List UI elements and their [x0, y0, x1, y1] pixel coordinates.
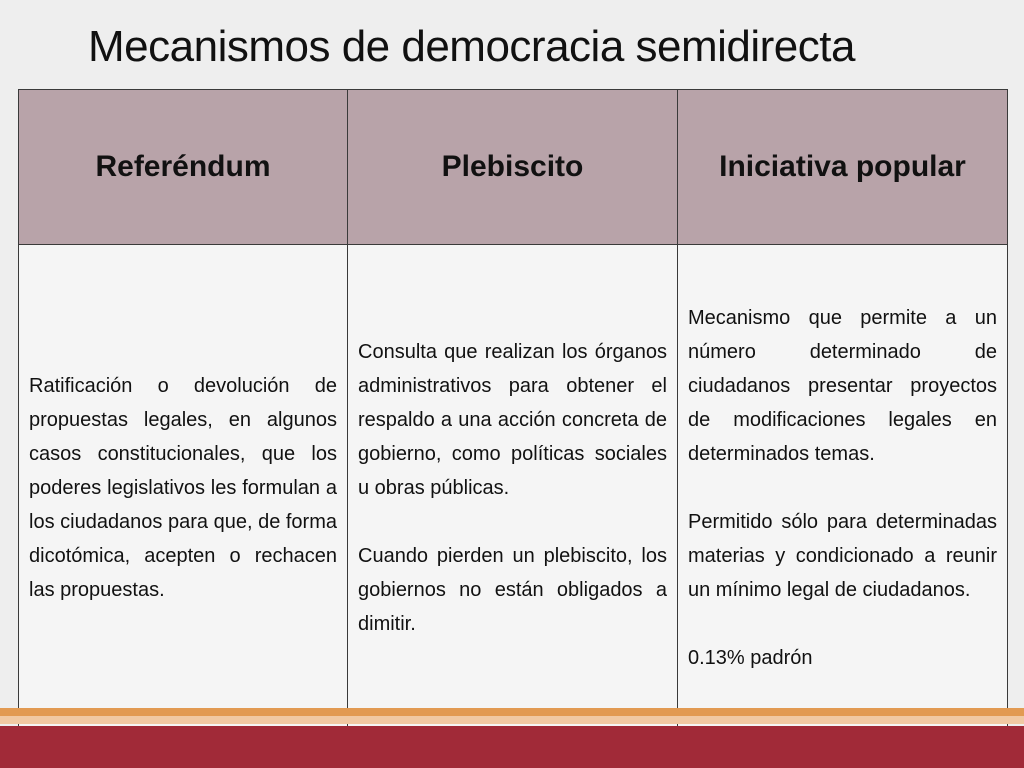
referendum-definition: Ratificación o devolución de propuestas legales, en algunos casos constitucionales, que los poderes legislativos les formulan a los ciudadanos para que, de forma dicotómica, acepten o rechacen las propuestas. [29, 374, 337, 601]
plebiscito-note: Cuando pierden un plebiscito, los gobiernos no están obligados a dimitir. [358, 544, 667, 635]
cell-referendum [19, 245, 348, 731]
header-referendum: Referéndum [19, 90, 348, 245]
footer-stripe-peach [0, 716, 1024, 724]
iniciativa-conditions: Permitido sólo para determinadas materias y condicionado a reunir un mínimo legal de ciudadanos. [688, 510, 997, 601]
cell-plebiscito [348, 245, 678, 731]
footer-stripe-orange [0, 708, 1024, 716]
slide-title: Mecanismos de democracia semidirecta [88, 22, 855, 71]
cell-iniciativa-popular [678, 245, 1008, 731]
plebiscito-definition: Consulta que realizan los órganos administrativos para obtener el respaldo a una acción concreta de gobierno, como políticas sociales u obras públicas. [358, 340, 667, 499]
table-header-row [19, 90, 1008, 245]
header-plebiscito: Plebiscito [348, 90, 678, 245]
iniciativa-threshold: 0.13% padrón [688, 646, 813, 669]
footer-bar [0, 726, 1024, 768]
header-iniciativa-popular: Iniciativa popular [678, 90, 1008, 245]
iniciativa-definition: Mecanismo que permite a un número determinado de ciudadanos presentar proyectos de modificaciones legales en determinados temas. [688, 306, 997, 465]
mechanisms-table [18, 89, 1008, 731]
table-row [19, 245, 1008, 731]
